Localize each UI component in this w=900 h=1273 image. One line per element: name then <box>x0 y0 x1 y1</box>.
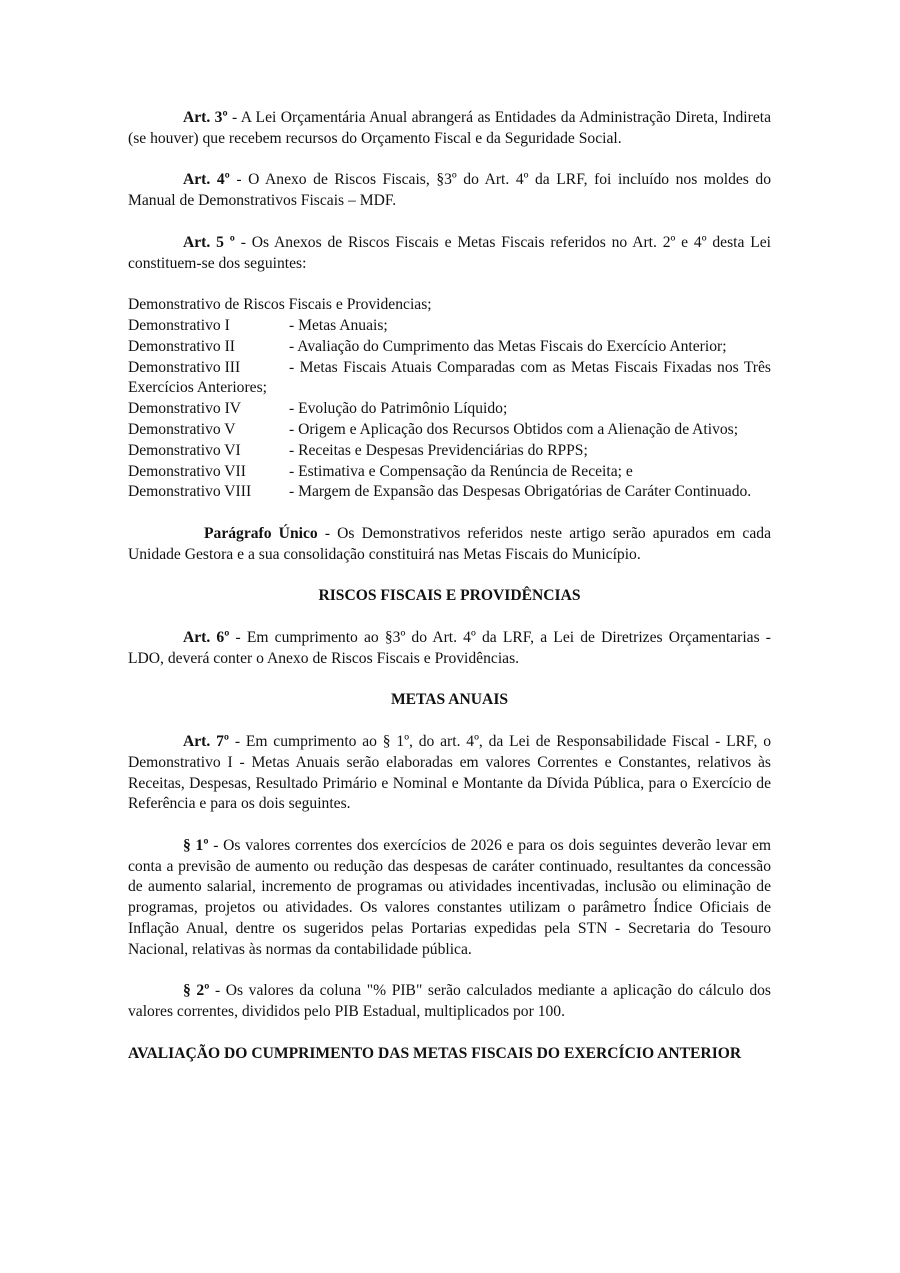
demonstrativo-name: Demonstrativo IV <box>128 400 242 418</box>
article-text: - Em cumprimento ao §3º do Art. 4º da LRF, a Lei de Diretrizes Orçamentarias - LDO, deverá conter o Anexo de Riscos Fiscais e Providências. <box>128 628 771 667</box>
demonstrativo-name: Demonstrativo VIII <box>128 483 252 501</box>
section-heading-metas: METAS ANUAIS <box>390 691 509 709</box>
demonstrativo-desc: - Margem de Expansão das Despesas Obrigatórias de Caráter Continuado. <box>289 483 752 501</box>
demonstrativo-item <box>128 441 771 462</box>
demonstrativo-name: Demonstrativo VI <box>128 441 241 459</box>
paragraph-label: Parágrafo Único <box>204 524 318 542</box>
paragraph-label: § 2º <box>183 982 210 1000</box>
article-label: Art. 7º <box>183 732 230 750</box>
article-label: Art. 5 º <box>183 233 235 251</box>
paragraph-text: - Os Demonstrativos referidos neste artigo serão apurados em cada Unidade Gestora e a sua consolidação constituirá nas Metas Fiscais do Município. <box>128 524 771 563</box>
article-3 <box>128 108 771 150</box>
article-label: Art. 4º <box>183 171 230 189</box>
section-heading-riscos: RISCOS FISCAIS E PROVIDÊNCIAS <box>318 587 581 605</box>
article-text: - A Lei Orçamentária Anual abrangerá as Entidades da Administração Direta, Indireta (se houver) que recebem recursos do Orçamento Fiscal e da Seguridade Social. <box>128 109 771 147</box>
demonstrativo-item <box>128 316 771 337</box>
paragraph-2 <box>128 981 771 1023</box>
demonstrativo-item <box>128 482 771 503</box>
demonstrativo-intro: Demonstrativo de Riscos Fiscais e Providencias; <box>128 296 432 314</box>
demonstrativo-item <box>128 337 771 358</box>
demonstrativos-list <box>128 295 771 503</box>
demonstrativo-desc: - Estimativa e Compensação da Renúncia de Receita; e <box>289 462 633 480</box>
demonstrativo-item <box>128 399 771 420</box>
article-label: Art. 3º <box>183 109 228 126</box>
demonstrativo-name: Demonstrativo II <box>128 337 235 355</box>
demonstrativo-name: Demonstrativo I <box>128 316 230 334</box>
demonstrativo-item <box>128 358 771 400</box>
document-page <box>128 108 771 1065</box>
article-text: - O Anexo de Riscos Fiscais, §3º do Art. 4º da LRF, foi incluído nos moldes do Manual de Demonstrativos Fiscais – MDF. <box>128 171 771 210</box>
demonstrativo-desc: - Metas Fiscais Atuais Comparadas com as Metas Fiscais Fixadas nos Três Exercícios Anteriores; <box>128 358 771 397</box>
paragraph-text: - Os valores correntes dos exercícios de 2026 e para os dois seguintes deverão levar em conta a previsão de aumento ou redução das despesas de caráter continuado, resultantes da concessão de aumento salarial, incremento de programas ou atividades incentivadas, inclusão ou eliminação de programas, projetos ou atividades. Os valores constantes utilizam o parâmetro Índice Oficiais de Inflação Anual, dentre os sugeridos pelas Portarias expedidas pela STN - Secretaria do Tesouro Nacional, relativas às normas da contabilidade pública. <box>128 836 771 958</box>
article-6 <box>128 628 771 670</box>
paragraph-1 <box>128 836 771 961</box>
demonstrativo-desc: - Avaliação do Cumprimento das Metas Fiscais do Exercício Anterior; <box>289 337 727 355</box>
paragraph-text: - Os valores da coluna "% PIB" serão calculados mediante a aplicação do cálculo dos valores correntes, divididos pelo PIB Estadual, multiplicados por 100. <box>128 982 771 1021</box>
demonstrativo-desc: - Metas Anuais; <box>289 316 388 334</box>
section-heading-avaliacao: AVALIAÇÃO DO CUMPRIMENTO DAS METAS FISCAIS DO EXERCÍCIO ANTERIOR <box>128 1044 742 1062</box>
paragrafo-unico <box>128 524 771 566</box>
demonstrativo-name: Demonstrativo III <box>128 358 241 376</box>
demonstrativo-desc: - Origem e Aplicação dos Recursos Obtidos com a Alienação de Ativos; <box>289 420 739 438</box>
article-text: - Em cumprimento ao § 1º, do art. 4º, da Lei de Responsabilidade Fiscal - LRF, o Demonstrativo I - Metas Anuais serão elaboradas em valores Correntes e Constantes, relativos às Receitas, Despesas, Resultado Primário e Nominal e Montante da Dívida Pública, para o Exercício de Referência e para os dois seguintes. <box>128 732 771 813</box>
demonstrativo-name: Demonstrativo VII <box>128 462 246 480</box>
demonstrativo-desc: - Evolução do Patrimônio Líquido; <box>289 400 508 418</box>
demonstrativo-item <box>128 420 771 441</box>
article-5 <box>128 233 771 275</box>
article-text: - Os Anexos de Riscos Fiscais e Metas Fiscais referidos no Art. 2º e 4º desta Lei constituem-se dos seguintes: <box>128 233 772 272</box>
paragraph-label: § 1º <box>183 836 209 854</box>
demonstrativo-name: Demonstrativo V <box>128 420 236 438</box>
article-7 <box>128 732 771 815</box>
demonstrativo-item <box>128 462 771 483</box>
article-label: Art. 6º <box>183 628 230 646</box>
article-4 <box>128 170 771 212</box>
demonstrativo-desc: - Receitas e Despesas Previdenciárias do RPPS; <box>289 441 588 459</box>
